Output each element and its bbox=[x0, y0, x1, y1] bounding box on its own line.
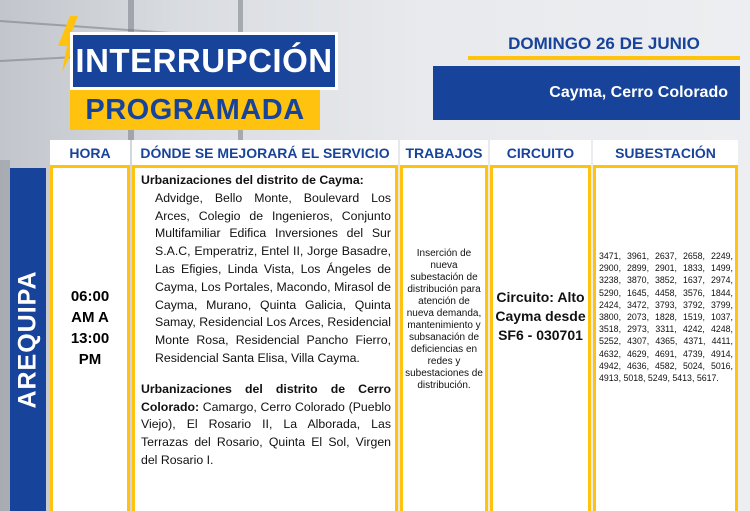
header-circuito: CIRCUITO bbox=[490, 140, 591, 168]
header-trabajos: TRABAJOS bbox=[400, 140, 488, 168]
region-banner bbox=[10, 168, 46, 511]
location-label: Cayma, Cerro Colorado bbox=[549, 84, 728, 101]
title-programada: PROGRAMADA bbox=[70, 90, 320, 130]
date-underline bbox=[468, 56, 740, 60]
header-donde: DÓNDE SE MEJORARÁ EL SERVICIO bbox=[132, 140, 398, 168]
cayma-list: Advidge, Bello Monte, Boulevard Los Arces, Colegio de Ingenieros, Conjunto Multifamiliar Edifica Inversiones del Sur S.A.C, Emperatriz, Entel II, Jorge Basadre, Las Efigies, Linda Vista, Los Ángeles de Cayma, Los Portales, Macondo, Mirasol de Cayma, Murano, Quinta Galicia, Quinta Samay, Residencial Los Arces, Residencial Monte Rosa, Residencial Pancho Fierro, Residencial Santa Elisa, Villa Cayma. bbox=[155, 190, 391, 365]
location-box bbox=[433, 66, 740, 120]
cell-hora bbox=[50, 168, 130, 511]
hora-value: 06:00 AM A 13:00 PM bbox=[70, 288, 110, 368]
title-interrupcion: INTERRUPCIÓN bbox=[70, 32, 338, 90]
region-label: AREQUIPA bbox=[13, 270, 42, 409]
cell-donde bbox=[132, 168, 398, 511]
subestacion-value: 3471, 3961, 2637, 2658, 2249, 2900, 2899, 2901, 1833, 1499, 3238, 3870, 3852, 1637, 2974, 5290, 1645, 4458, 3576, 1844, 2424, 3472, 3793, 3792, 3799, 3800, 2073, 1828, 1519, 1037, 3518, 2973, 3311, 4242, 4248, 5252, 4307, 4365, 4371, 4411, 4632, 4629, 4691, 4739, 4914, 4942, 4636, 4582, 5024, 5016, 4913, 5018, 5249, 5413, 5617. bbox=[599, 251, 733, 384]
header-subestacion: SUBESTACIÓN bbox=[593, 140, 738, 168]
cerro-colorado-heading: Urbanizaciones del distrito de Cerro Colorado: bbox=[141, 381, 391, 414]
trabajos-value: Inserción de nueva subestación de distribución para atención de nueva demanda, mantenimiento y subsanación de deficiencias en redes y subestaciones de distribución. bbox=[405, 248, 483, 391]
cell-trabajos bbox=[400, 168, 488, 511]
circuito-value: Circuito: Alto Cayma desde SF6 - 030701 bbox=[495, 289, 586, 343]
date-label: DOMINGO 26 DE JUNIO bbox=[508, 34, 700, 53]
cerro-colorado-list: Camargo, Cerro Colorado (Pueblo Viejo), El Rosario II, La Alborada, Las Terrazas del Rosario, Quinta El Sol, Virgen del Rosario I. bbox=[141, 399, 391, 467]
cayma-heading: Urbanizaciones del distrito de Cayma: bbox=[141, 173, 364, 187]
cell-circuito bbox=[490, 168, 591, 511]
background-structure bbox=[0, 160, 10, 511]
donde-text bbox=[141, 172, 391, 470]
header-hora: HORA bbox=[50, 140, 130, 168]
cell-subestacion bbox=[593, 168, 738, 511]
